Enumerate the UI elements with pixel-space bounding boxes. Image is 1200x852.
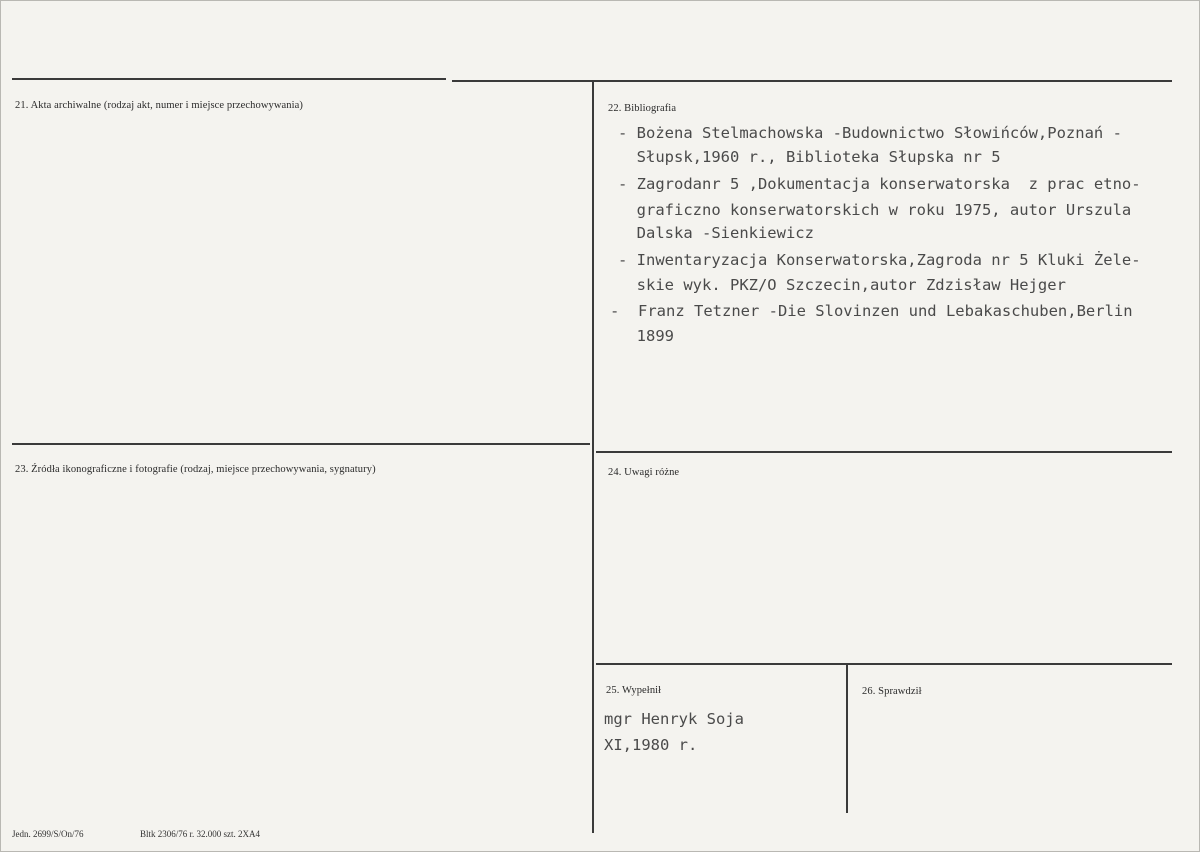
print-code-right: Bltk 2306/76 r. 32.000 szt. 2XA4 [140, 829, 261, 839]
bibliography-line: Słupsk,1960 r., Biblioteka Słupska nr 5 [618, 148, 1001, 166]
bibliography-line: skie wyk. PKZ/O Szczecin,autor Zdzisław Hejger [618, 276, 1066, 294]
print-code-left: Jedn. 2699/S/On/76 [12, 829, 84, 839]
bibliography-line: - Inwentaryzacja Konserwatorska,Zagroda nr 5 Kluki Żele- [618, 251, 1141, 269]
field-25-label: 25. Wypełnił [606, 685, 662, 696]
bibliography-line: Dalska -Sienkiewicz [618, 224, 814, 242]
field-21-label: 21. Akta archiwalne (rodzaj akt, numer i miejsce przechowywania) [15, 100, 304, 111]
field-26-label: 26. Sprawdził [862, 686, 922, 697]
lower-rule-right [596, 663, 1172, 665]
bibliography-line: - Bożena Stelmachowska -Budownictwo Słowińców,Poznań - [618, 124, 1122, 142]
field-23-label: 23. Źródła ikonograficzne i fotografie (rodzaj, miejsce przechowywania, sygnatury) [15, 464, 376, 475]
bibliography-line: 1899 [618, 327, 674, 345]
top-rule-left [12, 78, 446, 80]
top-rule-right [452, 80, 1172, 82]
bibliography-line: - Zagrodanr 5 ,Dokumentacja konserwatorska z prac etno- [618, 175, 1141, 193]
filled-by-date: XI,1980 r. [604, 736, 698, 754]
middle-rule-right [596, 451, 1172, 453]
bibliography-line: - Franz Tetzner -Die Slovinzen und Lebakaschuben,Berlin [610, 302, 1133, 320]
signature-divider [846, 665, 848, 813]
vertical-divider [592, 81, 594, 833]
field-24-label: 24. Uwagi różne [608, 467, 680, 478]
middle-rule-left [12, 443, 590, 445]
filled-by-name: mgr Henryk Soja [604, 710, 744, 728]
bibliography-line: graficzno konserwatorskich w roku 1975, autor Urszula [618, 201, 1132, 219]
field-22-label: 22. Bibliografia [608, 103, 677, 114]
